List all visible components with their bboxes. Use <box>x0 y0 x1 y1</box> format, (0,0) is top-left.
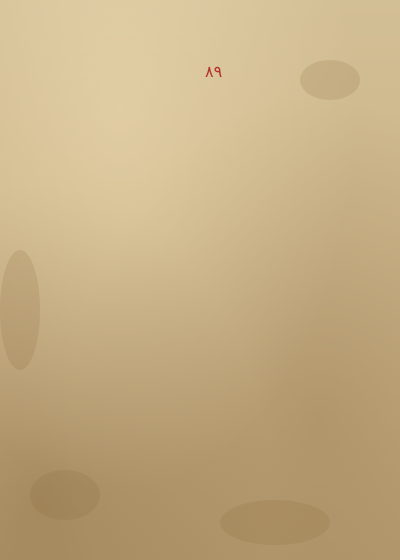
manuscript-line <box>86 335 386 359</box>
manuscript-line <box>86 476 386 500</box>
folio-number: ۸۹ <box>205 62 223 81</box>
heading-line <box>90 30 370 50</box>
manuscript-line <box>86 288 386 312</box>
manuscript-line <box>86 523 386 547</box>
manuscript-line <box>86 406 386 430</box>
manuscript-line <box>86 194 386 218</box>
manuscript-line <box>86 100 386 124</box>
manuscript-line <box>86 124 386 148</box>
margin-note <box>6 340 82 354</box>
manuscript-line <box>86 147 386 171</box>
paper-stain <box>300 60 360 100</box>
manuscript-line <box>86 265 386 289</box>
manuscript-line <box>86 500 386 524</box>
inline-red-phrase <box>150 434 260 450</box>
margin-notes <box>6 318 82 368</box>
top-title <box>210 2 390 18</box>
manuscript-line <box>86 382 386 406</box>
manuscript-line <box>86 453 386 477</box>
manuscript-line <box>86 312 386 336</box>
margin-note <box>6 318 82 332</box>
manuscript-line <box>86 241 386 265</box>
manuscript-line <box>86 218 386 242</box>
manuscript-line <box>86 171 386 195</box>
manuscript-body <box>86 100 386 550</box>
manuscript-line <box>86 359 386 383</box>
